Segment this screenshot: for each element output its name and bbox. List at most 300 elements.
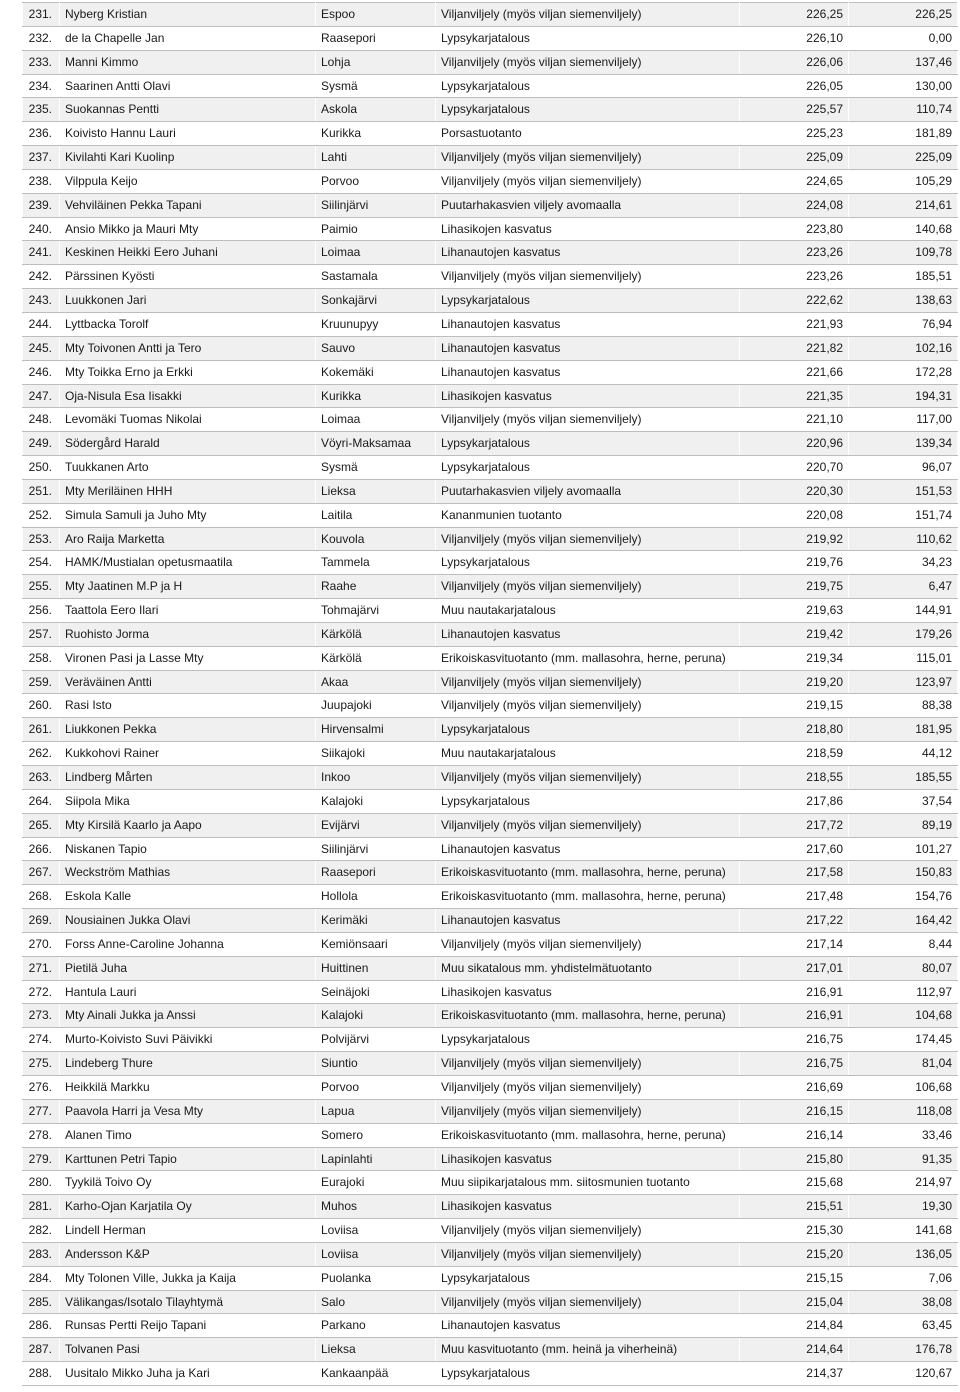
other-value-cell: 174,45	[849, 1028, 958, 1052]
rank-cell: 232.	[23, 26, 60, 50]
municipality-cell: Siilinjärvi	[316, 193, 436, 217]
table-row	[23, 503, 958, 527]
name-cell: Forss Anne-Caroline Johanna	[60, 932, 316, 956]
other-value-cell: 101,27	[849, 837, 958, 861]
name-cell: Pärssinen Kyösti	[60, 265, 316, 289]
production-cell: Viljanviljely (myös viljan siemenviljely)	[436, 575, 740, 599]
municipality-cell: Juupajoki	[316, 694, 436, 718]
municipality-cell: Loviisa	[316, 1242, 436, 1266]
name-cell: Oja-Nisula Esa Iisakki	[60, 384, 316, 408]
municipality-cell: Porvoo	[316, 169, 436, 193]
other-value-cell: 150,83	[849, 861, 958, 885]
municipality-cell: Siuntio	[316, 1052, 436, 1076]
municipality-cell: Siilinjärvi	[316, 837, 436, 861]
municipality-cell: Kokemäki	[316, 360, 436, 384]
rank-cell: 276.	[23, 1075, 60, 1099]
score-cell: 219,92	[740, 527, 849, 551]
municipality-cell: Sastamala	[316, 265, 436, 289]
rank-cell: 265.	[23, 813, 60, 837]
name-cell: Ruohisto Jorma	[60, 622, 316, 646]
other-value-cell: 102,16	[849, 336, 958, 360]
production-cell: Lihanautojen kasvatus	[436, 837, 740, 861]
table-row	[23, 360, 958, 384]
score-cell: 219,75	[740, 575, 849, 599]
municipality-cell: Kalajoki	[316, 789, 436, 813]
municipality-cell: Kurikka	[316, 122, 436, 146]
municipality-cell: Eurajoki	[316, 1171, 436, 1195]
rank-cell: 278.	[23, 1123, 60, 1147]
score-cell: 219,63	[740, 599, 849, 623]
municipality-cell: Kärkölä	[316, 622, 436, 646]
other-value-cell: 120,67	[849, 1362, 958, 1386]
production-cell: Viljanviljely (myös viljan siemenviljely)	[436, 932, 740, 956]
name-cell: Pietilä Juha	[60, 956, 316, 980]
score-cell: 216,91	[740, 980, 849, 1004]
name-cell: Luukkonen Jari	[60, 289, 316, 313]
table-row	[23, 1004, 958, 1028]
name-cell: Liukkonen Pekka	[60, 718, 316, 742]
production-cell: Erikoiskasvituotanto (mm. mallasohra, herne, peruna)	[436, 1004, 740, 1028]
table-row	[23, 456, 958, 480]
other-value-cell: 112,97	[849, 980, 958, 1004]
production-cell: Lihanautojen kasvatus	[436, 622, 740, 646]
rank-cell: 253.	[23, 527, 60, 551]
other-value-cell: 63,45	[849, 1314, 958, 1338]
rank-cell: 255.	[23, 575, 60, 599]
name-cell: de la Chapelle Jan	[60, 26, 316, 50]
score-cell: 220,96	[740, 432, 849, 456]
table-row	[23, 694, 958, 718]
name-cell: Lyttbacka Torolf	[60, 312, 316, 336]
rank-cell: 282.	[23, 1219, 60, 1243]
production-cell: Viljanviljely (myös viljan siemenviljely)	[436, 694, 740, 718]
production-cell: Lypsykarjatalous	[436, 456, 740, 480]
name-cell: Vilppula Keijo	[60, 169, 316, 193]
rank-cell: 246.	[23, 360, 60, 384]
production-cell: Lihasikojen kasvatus	[436, 1195, 740, 1219]
other-value-cell: 6,47	[849, 575, 958, 599]
rank-cell: 236.	[23, 122, 60, 146]
name-cell: Suokannas Pentti	[60, 98, 316, 122]
municipality-cell: Lahti	[316, 146, 436, 170]
other-value-cell: 194,31	[849, 384, 958, 408]
production-cell: Viljanviljely (myös viljan siemenviljely)	[436, 408, 740, 432]
rank-cell: 286.	[23, 1314, 60, 1338]
other-value-cell: 8,44	[849, 932, 958, 956]
table-row	[23, 599, 958, 623]
score-cell: 215,15	[740, 1266, 849, 1290]
production-cell: Puutarhakasvien viljely avomaalla	[436, 193, 740, 217]
name-cell: Mty Toikka Erno ja Erkki	[60, 360, 316, 384]
municipality-cell: Lapua	[316, 1099, 436, 1123]
table-row	[23, 384, 958, 408]
other-value-cell: 106,68	[849, 1075, 958, 1099]
municipality-cell: Sysmä	[316, 456, 436, 480]
table-row	[23, 3, 958, 27]
table-row	[23, 50, 958, 74]
score-cell: 217,58	[740, 861, 849, 885]
score-cell: 220,30	[740, 479, 849, 503]
rank-cell: 270.	[23, 932, 60, 956]
name-cell: Mty Ainali Jukka ja Anssi	[60, 1004, 316, 1028]
municipality-cell: Lapinlahti	[316, 1147, 436, 1171]
municipality-cell: Seinäjoki	[316, 980, 436, 1004]
name-cell: Karttunen Petri Tapio	[60, 1147, 316, 1171]
rank-cell: 264.	[23, 789, 60, 813]
production-cell: Porsastuotanto	[436, 122, 740, 146]
table-row	[23, 1290, 958, 1314]
rank-cell: 248.	[23, 408, 60, 432]
production-cell: Lihasikojen kasvatus	[436, 1147, 740, 1171]
municipality-cell: Inkoo	[316, 766, 436, 790]
municipality-cell: Loviisa	[316, 1219, 436, 1243]
score-cell: 226,25	[740, 3, 849, 27]
table-row	[23, 718, 958, 742]
other-value-cell: 130,00	[849, 74, 958, 98]
rank-cell: 242.	[23, 265, 60, 289]
municipality-cell: Sonkajärvi	[316, 289, 436, 313]
name-cell: Tyykilä Toivo Oy	[60, 1171, 316, 1195]
table-row	[23, 837, 958, 861]
rank-cell: 237.	[23, 146, 60, 170]
other-value-cell: 151,53	[849, 479, 958, 503]
table-row	[23, 1242, 958, 1266]
other-value-cell: 19,30	[849, 1195, 958, 1219]
name-cell: Tuukkanen Arto	[60, 456, 316, 480]
production-cell: Lypsykarjatalous	[436, 74, 740, 98]
other-value-cell: 214,97	[849, 1171, 958, 1195]
score-cell: 216,14	[740, 1123, 849, 1147]
table-row	[23, 1123, 958, 1147]
score-cell: 220,70	[740, 456, 849, 480]
rank-cell: 238.	[23, 169, 60, 193]
score-cell: 218,55	[740, 766, 849, 790]
table-row	[23, 670, 958, 694]
name-cell: Weckström Mathias	[60, 861, 316, 885]
other-value-cell: 123,97	[849, 670, 958, 694]
rank-cell: 279.	[23, 1147, 60, 1171]
score-cell: 215,20	[740, 1242, 849, 1266]
score-cell: 221,10	[740, 408, 849, 432]
name-cell: Nousiainen Jukka Olavi	[60, 909, 316, 933]
municipality-cell: Sauvo	[316, 336, 436, 360]
name-cell: Mty Tolonen Ville, Jukka ja Kaija	[60, 1266, 316, 1290]
rank-cell: 268.	[23, 885, 60, 909]
municipality-cell: Porvoo	[316, 1075, 436, 1099]
municipality-cell: Kemiönsaari	[316, 932, 436, 956]
production-cell: Lihanautojen kasvatus	[436, 1314, 740, 1338]
other-value-cell: 164,42	[849, 909, 958, 933]
production-cell: Viljanviljely (myös viljan siemenviljely)	[436, 1290, 740, 1314]
municipality-cell: Kärkölä	[316, 646, 436, 670]
rank-cell: 239.	[23, 193, 60, 217]
other-value-cell: 118,08	[849, 1099, 958, 1123]
municipality-cell: Lieksa	[316, 1338, 436, 1362]
municipality-cell: Tohmajärvi	[316, 599, 436, 623]
table-row	[23, 1099, 958, 1123]
other-value-cell: 185,51	[849, 265, 958, 289]
name-cell: Paavola Harri ja Vesa Mty	[60, 1099, 316, 1123]
score-cell: 214,37	[740, 1362, 849, 1386]
name-cell: Nyberg Kristian	[60, 3, 316, 27]
production-cell: Erikoiskasvituotanto (mm. mallasohra, herne, peruna)	[436, 861, 740, 885]
score-cell: 221,93	[740, 312, 849, 336]
rank-cell: 275.	[23, 1052, 60, 1076]
rank-cell: 271.	[23, 956, 60, 980]
other-value-cell: 226,25	[849, 3, 958, 27]
name-cell: Taattola Eero Ilari	[60, 599, 316, 623]
municipality-cell: Lohja	[316, 50, 436, 74]
production-cell: Lypsykarjatalous	[436, 1266, 740, 1290]
score-cell: 215,51	[740, 1195, 849, 1219]
production-cell: Viljanviljely (myös viljan siemenviljely)	[436, 766, 740, 790]
other-value-cell: 225,09	[849, 146, 958, 170]
name-cell: Alanen Timo	[60, 1123, 316, 1147]
rank-cell: 250.	[23, 456, 60, 480]
other-value-cell: 76,94	[849, 312, 958, 336]
score-cell: 217,01	[740, 956, 849, 980]
production-cell: Muu nautakarjatalous	[436, 599, 740, 623]
rank-cell: 257.	[23, 622, 60, 646]
rank-cell: 260.	[23, 694, 60, 718]
score-cell: 225,23	[740, 122, 849, 146]
table-row	[23, 241, 958, 265]
production-cell: Viljanviljely (myös viljan siemenviljely)	[436, 3, 740, 27]
municipality-cell: Kurikka	[316, 384, 436, 408]
rank-cell: 280.	[23, 1171, 60, 1195]
production-cell: Lypsykarjatalous	[436, 26, 740, 50]
rank-cell: 252.	[23, 503, 60, 527]
municipality-cell: Espoo	[316, 3, 436, 27]
production-cell: Lihasikojen kasvatus	[436, 384, 740, 408]
production-cell: Viljanviljely (myös viljan siemenviljely)	[436, 1075, 740, 1099]
name-cell: Karho-Ojan Karjatila Oy	[60, 1195, 316, 1219]
name-cell: Södergård Harald	[60, 432, 316, 456]
municipality-cell: Huittinen	[316, 956, 436, 980]
score-cell: 221,82	[740, 336, 849, 360]
municipality-cell: Siikajoki	[316, 742, 436, 766]
name-cell: Rasi Isto	[60, 694, 316, 718]
table-row	[23, 1266, 958, 1290]
production-cell: Viljanviljely (myös viljan siemenviljely)	[436, 527, 740, 551]
rank-cell: 285.	[23, 1290, 60, 1314]
name-cell: Lindeberg Thure	[60, 1052, 316, 1076]
rank-cell: 241.	[23, 241, 60, 265]
rank-cell: 244.	[23, 312, 60, 336]
municipality-cell: Loimaa	[316, 408, 436, 432]
score-cell: 215,30	[740, 1219, 849, 1243]
score-cell: 216,91	[740, 1004, 849, 1028]
name-cell: Mty Kirsilä Kaarlo ja Aapo	[60, 813, 316, 837]
rank-cell: 277.	[23, 1099, 60, 1123]
other-value-cell: 110,74	[849, 98, 958, 122]
table-row	[23, 527, 958, 551]
table-row	[23, 789, 958, 813]
score-cell: 219,20	[740, 670, 849, 694]
municipality-cell: Hirvensalmi	[316, 718, 436, 742]
municipality-cell: Sysmä	[316, 74, 436, 98]
score-cell: 215,04	[740, 1290, 849, 1314]
production-cell: Lypsykarjatalous	[436, 789, 740, 813]
table-row	[23, 289, 958, 313]
other-value-cell: 137,46	[849, 50, 958, 74]
table-row	[23, 909, 958, 933]
production-cell: Lypsykarjatalous	[436, 1028, 740, 1052]
municipality-cell: Laitila	[316, 503, 436, 527]
table-row	[23, 217, 958, 241]
municipality-cell: Raahe	[316, 575, 436, 599]
production-cell: Lypsykarjatalous	[436, 718, 740, 742]
score-cell: 219,34	[740, 646, 849, 670]
name-cell: Keskinen Heikki Eero Juhani	[60, 241, 316, 265]
rank-cell: 259.	[23, 670, 60, 694]
other-value-cell: 181,95	[849, 718, 958, 742]
table-row	[23, 980, 958, 1004]
other-value-cell: 181,89	[849, 122, 958, 146]
other-value-cell: 117,00	[849, 408, 958, 432]
municipality-cell: Muhos	[316, 1195, 436, 1219]
other-value-cell: 154,76	[849, 885, 958, 909]
score-cell: 214,84	[740, 1314, 849, 1338]
score-cell: 217,22	[740, 909, 849, 933]
table-row	[23, 1338, 958, 1362]
rank-cell: 233.	[23, 50, 60, 74]
production-cell: Muu kasvituotanto (mm. heinä ja viherheinä)	[436, 1338, 740, 1362]
production-cell: Lihanautojen kasvatus	[436, 909, 740, 933]
name-cell: Veräväinen Antti	[60, 670, 316, 694]
other-value-cell: 33,46	[849, 1123, 958, 1147]
score-cell: 218,80	[740, 718, 849, 742]
name-cell: HAMK/Mustialan opetusmaatila	[60, 551, 316, 575]
other-value-cell: 89,19	[849, 813, 958, 837]
table-row	[23, 956, 958, 980]
rank-cell: 283.	[23, 1242, 60, 1266]
table-row	[23, 336, 958, 360]
score-cell: 223,26	[740, 265, 849, 289]
other-value-cell: 179,26	[849, 622, 958, 646]
rank-cell: 243.	[23, 289, 60, 313]
rank-cell: 254.	[23, 551, 60, 575]
name-cell: Simula Samuli ja Juho Mty	[60, 503, 316, 527]
rank-cell: 284.	[23, 1266, 60, 1290]
other-value-cell: 141,68	[849, 1219, 958, 1243]
table-row	[23, 146, 958, 170]
table-row	[23, 265, 958, 289]
municipality-cell: Lieksa	[316, 479, 436, 503]
other-value-cell: 115,01	[849, 646, 958, 670]
table-row	[23, 575, 958, 599]
production-cell: Lypsykarjatalous	[436, 98, 740, 122]
name-cell: Kivilahti Kari Kuolinp	[60, 146, 316, 170]
rank-cell: 235.	[23, 98, 60, 122]
production-cell: Lypsykarjatalous	[436, 289, 740, 313]
name-cell: Eskola Kalle	[60, 885, 316, 909]
municipality-cell: Evijärvi	[316, 813, 436, 837]
name-cell: Siipola Mika	[60, 789, 316, 813]
rank-cell: 266.	[23, 837, 60, 861]
production-cell: Viljanviljely (myös viljan siemenviljely)	[436, 169, 740, 193]
municipality-cell: Somero	[316, 1123, 436, 1147]
table-row	[23, 646, 958, 670]
score-cell: 219,42	[740, 622, 849, 646]
name-cell: Kukkohovi Rainer	[60, 742, 316, 766]
results-table-body	[23, 3, 958, 1386]
municipality-cell: Polvijärvi	[316, 1028, 436, 1052]
other-value-cell: 172,28	[849, 360, 958, 384]
table-row	[23, 813, 958, 837]
name-cell: Koivisto Hannu Lauri	[60, 122, 316, 146]
score-cell: 217,72	[740, 813, 849, 837]
production-cell: Lypsykarjatalous	[436, 551, 740, 575]
rank-cell: 249.	[23, 432, 60, 456]
table-row	[23, 1028, 958, 1052]
production-cell: Viljanviljely (myös viljan siemenviljely)	[436, 1052, 740, 1076]
rank-cell: 258.	[23, 646, 60, 670]
rank-cell: 247.	[23, 384, 60, 408]
table-row	[23, 122, 958, 146]
score-cell: 226,05	[740, 74, 849, 98]
score-cell: 226,06	[740, 50, 849, 74]
score-cell: 217,14	[740, 932, 849, 956]
production-cell: Lihanautojen kasvatus	[436, 336, 740, 360]
rank-cell: 272.	[23, 980, 60, 1004]
rank-cell: 263.	[23, 766, 60, 790]
score-cell: 220,08	[740, 503, 849, 527]
other-value-cell: 109,78	[849, 241, 958, 265]
score-cell: 218,59	[740, 742, 849, 766]
table-row	[23, 98, 958, 122]
score-cell: 215,80	[740, 1147, 849, 1171]
rank-cell: 231.	[23, 3, 60, 27]
name-cell: Mty Meriläinen HHH	[60, 479, 316, 503]
rank-cell: 267.	[23, 861, 60, 885]
table-row	[23, 26, 958, 50]
production-cell: Erikoiskasvituotanto (mm. mallasohra, herne, peruna)	[436, 1123, 740, 1147]
rank-cell: 261.	[23, 718, 60, 742]
municipality-cell: Raasepori	[316, 861, 436, 885]
table-row	[23, 742, 958, 766]
score-cell: 216,15	[740, 1099, 849, 1123]
production-cell: Viljanviljely (myös viljan siemenviljely)	[436, 670, 740, 694]
municipality-cell: Paimio	[316, 217, 436, 241]
table-row	[23, 932, 958, 956]
municipality-cell: Kouvola	[316, 527, 436, 551]
table-row	[23, 1147, 958, 1171]
production-cell: Muu nautakarjatalous	[436, 742, 740, 766]
score-cell: 224,65	[740, 169, 849, 193]
name-cell: Lindell Herman	[60, 1219, 316, 1243]
score-cell: 226,10	[740, 26, 849, 50]
score-cell: 223,80	[740, 217, 849, 241]
other-value-cell: 104,68	[849, 1004, 958, 1028]
rank-cell: 262.	[23, 742, 60, 766]
production-cell: Lihanautojen kasvatus	[436, 360, 740, 384]
table-row	[23, 74, 958, 98]
name-cell: Uusitalo Mikko Juha ja Kari	[60, 1362, 316, 1386]
results-table	[22, 2, 958, 1386]
table-row	[23, 1052, 958, 1076]
other-value-cell: 34,23	[849, 551, 958, 575]
table-row	[23, 1219, 958, 1243]
municipality-cell: Kerimäki	[316, 909, 436, 933]
table-row	[23, 885, 958, 909]
municipality-cell: Loimaa	[316, 241, 436, 265]
name-cell: Niskanen Tapio	[60, 837, 316, 861]
table-row	[23, 408, 958, 432]
production-cell: Viljanviljely (myös viljan siemenviljely)	[436, 50, 740, 74]
other-value-cell: 138,63	[849, 289, 958, 313]
municipality-cell: Kankaanpää	[316, 1362, 436, 1386]
